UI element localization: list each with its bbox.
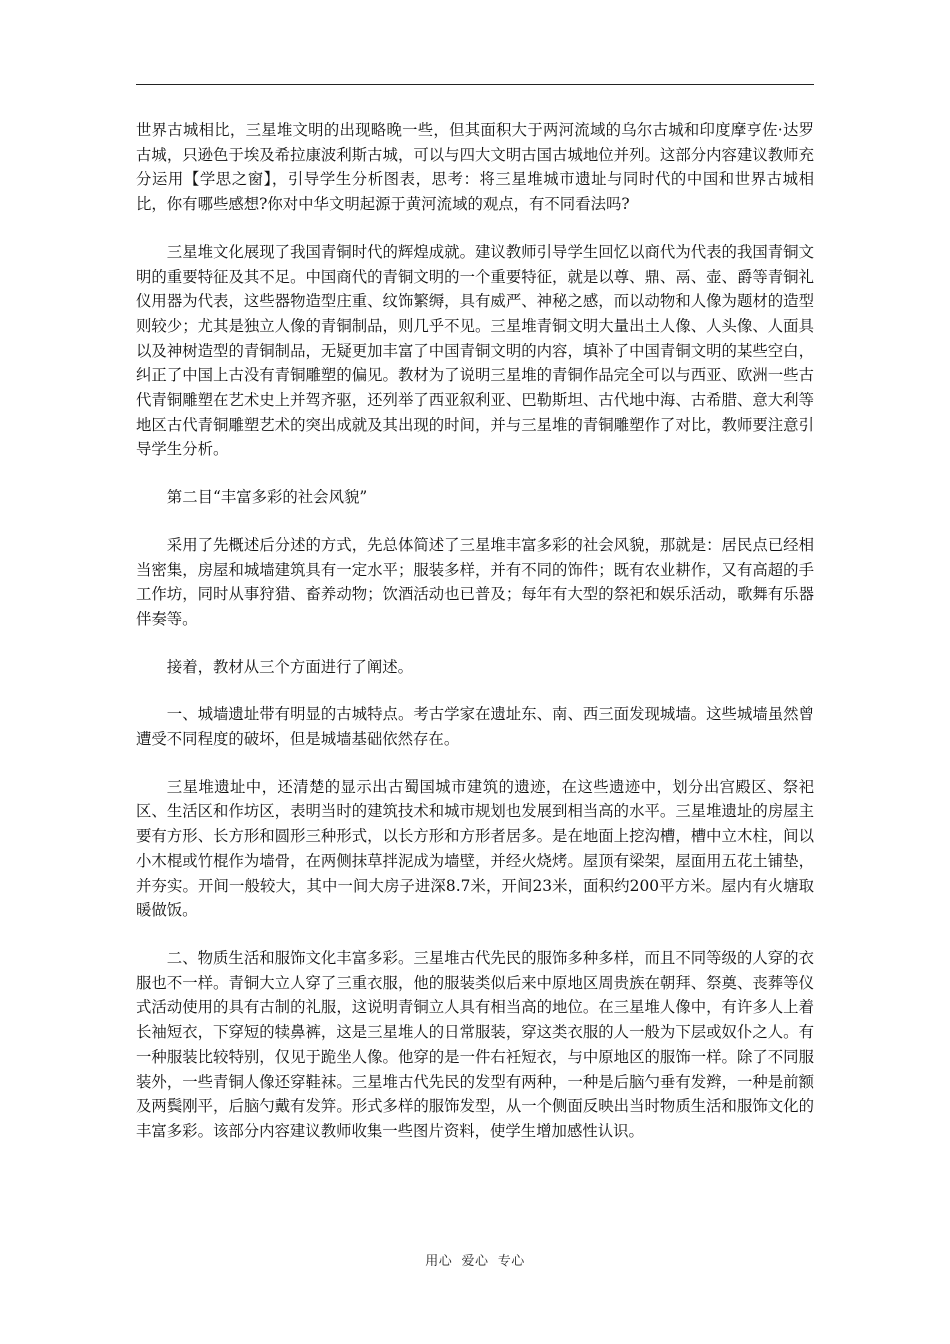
paragraph-city-walls: 一、城墙遗址带有明显的古城特点。考古学家在遗址东、南、西三面发现城墙。这些城墙虽然曾遭受不同程度的破坏，但是城墙基础依然存在。 [136, 705, 814, 749]
paragraph-social-overview: 采用了先概述后分述的方式，先总体简述了三星堆丰富多彩的社会风貌，那就是：居民点已经相当密集，房屋和城墙建筑具有一定水平；服装多样，并有不同的饰件；既有农业耕作，又有高超的手工作坊，同时从事狩猎、畜养动物；饮酒活动也已普及；每年有大型的祭祀和娱乐活动，歌舞有乐器伴奏等。 [136, 535, 814, 628]
header-rule [136, 84, 814, 85]
page-footer: 用心 爱心 专心 [425, 1254, 525, 1269]
paragraph-clothing-culture: 二、物质生活和服饰文化丰富多彩。三星堆古代先民的服饰多种多样，而且不同等级的人穿的衣服也不一样。青铜大立人穿了三重衣服，他的服装类似后来中原地区周贵族在朝拜、祭奠、丧葬等仪式活动使用的具有古制的礼服，这说明青铜立人具有相当高的地位。在三星堆人像中，有许多人上着长袖短衣，下穿短的犊鼻裤，这是三星堆人的日常服装，穿这类衣服的人一般为下层或奴仆之人。有一种服装比较特别，仅见于跪坐人像。他穿的是一件右衽短衣，与中原地区的服饰一样。除了不同服装外，一些青铜人像还穿鞋袜。三星堆古代先民的发型有两种，一种是后脑勺垂有发辫，一种是前额及两鬓刚平，后脑勺戴有发笄。形式多样的服饰发型，从一个侧面反映出当时物质生活和服饰文化的丰富多彩。该部分内容建议教师收集一些图片资料，使学生增加感性认识。 [136, 948, 814, 1140]
paragraph-three-aspects: 接着，教材从三个方面进行了阐述。 [166, 657, 414, 676]
section-heading: 第二目“丰富多彩的社会风貌” [166, 488, 368, 507]
paragraph-continuation: 世界古城相比，三星堆文明的出现略晚一些，但其面积大于两河流域的乌尔古城和印度摩亨佐·达罗古城，只逊色于埃及希拉康波利斯古城，可以与四大文明古国古城地位并列。这部分内容建议教师充分运用【学思之窗】，引导学生分析图表，思考：将三星堆城市遗址与同时代的中国和世界古城相比，你有哪些感想?你对中华文明起源于黄河流域的观点，有不同看法吗? [136, 121, 814, 214]
paragraph-bronze-civilization: 三星堆文化展现了我国青铜时代的辉煌成就。建议教师引导学生回忆以商代为代表的我国青铜文明的重要特征及其不足。中国商代的青铜文明的一个重要特征，就是以尊、鼎、鬲、壶、爵等青铜礼仪用器为代表，这些器物造型庄重、纹饰繁缛，具有威严、神秘之感，而以动物和人像为题材的造型则较少；尤其是独立人像的青铜制品，则几乎不见。三星堆青铜文明大量出土人像、人头像、人面具以及神树造型的青铜制品，无疑更加丰富了中国青铜文明的内容，填补了中国青铜文明的某些空白，纠正了中国上古没有青铜雕塑的偏见。教材为了说明三星堆的青铜作品完全可以与西亚、欧洲一些古代青铜雕塑在艺术史上并驾齐驱，还列举了西亚叙利亚、巴勒斯坦、古代地中海、古希腊、意大利等地区古代青铜雕塑艺术的突出成就及其出现的时间，并与三星堆的青铜雕塑作了对比，教师要注意引导学生分析。 [136, 242, 814, 459]
paragraph-architecture: 三星堆遗址中，还清楚的显示出古蜀国城市建筑的遗迹，在这些遗迹中，划分出宫殿区、祭祀区、生活区和作坊区，表明当时的建筑技术和城市规划也发展到相当高的水平。三星堆遗址的房屋主要有方形、长方形和圆形三种形式，以长方形和方形者居多。是在地面上挖沟槽，槽中立木柱，间以小木棍或竹棍作为墙骨，在两侧抹草拌泥成为墙壁，并经火烧烤。屋顶有梁架，屋面用五花土铺垫，并夯实。开间一般较大，其中一间大房子进深8.7米，开间23米，面积约200平方米。屋内有火塘取暖做饭。 [136, 777, 814, 920]
document-body [136, 118, 814, 1167]
